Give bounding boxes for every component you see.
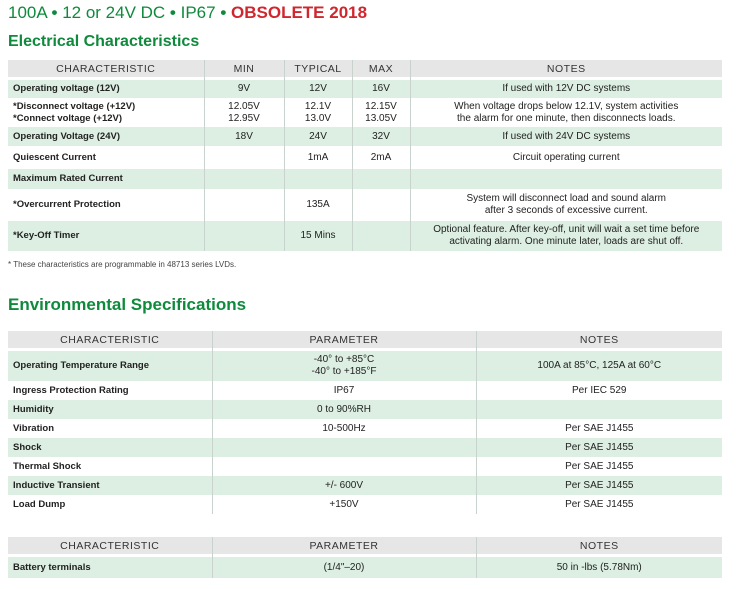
obsolete-status: OBSOLETE 2018 <box>231 3 368 22</box>
max-value: 16V <box>352 80 410 98</box>
notes-value: Per SAE J1455 <box>476 438 722 457</box>
notes-value <box>476 400 722 419</box>
notes-value <box>410 221 722 251</box>
row-label-line: *Connect voltage (+12V) <box>13 112 123 124</box>
notes-value: Per SAE J1455 <box>476 476 722 495</box>
parameter-value: (1/4"–20) <box>212 557 476 578</box>
notes-value: Per IEC 529 <box>476 381 722 400</box>
typical-value: 12V <box>284 80 352 98</box>
max-value: 32V <box>352 127 410 146</box>
column-header: MIN <box>204 60 284 77</box>
notes-value: If used with 24V DC systems <box>410 127 722 146</box>
table-header-row <box>8 60 722 77</box>
notes-line: activating alarm. One minute later, loads are shut off. <box>449 236 684 247</box>
typical-value <box>284 169 352 189</box>
column-header: MAX <box>352 60 410 77</box>
row-label: Shock <box>8 438 212 457</box>
table-row <box>8 189 722 221</box>
row-label: Ingress Protection Rating <box>8 381 212 400</box>
column-header: CHARACTERISTIC <box>8 331 212 348</box>
typical-value <box>284 98 352 127</box>
row-label: Quiescent Current <box>8 146 204 169</box>
notes-value: 100A at 85°C, 125A at 60°C <box>476 351 722 381</box>
row-label: Inductive Transient <box>8 476 212 495</box>
table-row <box>8 476 722 495</box>
row-label: Thermal Shock <box>8 457 212 476</box>
row-label: Vibration <box>8 419 212 438</box>
notes-value: Per SAE J1455 <box>476 457 722 476</box>
row-label: Operating Voltage (24V) <box>8 127 204 146</box>
max-value-line: 12.15V <box>365 100 397 112</box>
notes-value: Circuit operating current <box>410 146 722 169</box>
title-separator: • <box>169 3 176 22</box>
parameter-value: +150V <box>212 495 476 514</box>
battery-table <box>8 537 722 578</box>
title-current: 100A <box>8 3 47 22</box>
row-label: Maximum Rated Current <box>8 169 204 189</box>
column-header: NOTES <box>476 331 722 348</box>
table-row <box>8 221 722 251</box>
min-value <box>204 221 284 251</box>
footnote: * These characteristics are programmable in 48713 series LVDs. <box>8 260 237 269</box>
environmental-heading: Environmental Specifications <box>8 295 247 314</box>
notes-value: Per SAE J1455 <box>476 419 722 438</box>
title-separator: • <box>51 3 58 22</box>
table-row <box>8 80 722 98</box>
column-header: CHARACTERISTIC <box>8 60 204 77</box>
notes-value <box>410 169 722 189</box>
parameter-value <box>212 351 476 381</box>
column-header: PARAMETER <box>212 537 476 554</box>
table-row <box>8 438 722 457</box>
min-value: 18V <box>204 127 284 146</box>
typical-value: 1mA <box>284 146 352 169</box>
notes-line: System will disconnect load and sound alarm <box>466 193 667 204</box>
column-header: PARAMETER <box>212 331 476 348</box>
row-label: *Key-Off Timer <box>8 221 204 251</box>
notes-value: Per SAE J1455 <box>476 495 722 514</box>
row-label: Humidity <box>8 400 212 419</box>
table-row <box>8 146 722 169</box>
row-label: Battery terminals <box>8 557 212 578</box>
product-title <box>8 3 367 23</box>
parameter-value: 10-500Hz <box>212 419 476 438</box>
parameter-value: +/- 600V <box>212 476 476 495</box>
parameter-line: -40° to +85°C <box>313 354 375 365</box>
table-row <box>8 400 722 419</box>
parameter-value <box>212 457 476 476</box>
table-row <box>8 169 722 189</box>
min-value: 9V <box>204 80 284 98</box>
min-value-line: 12.95V <box>228 112 260 124</box>
max-value <box>352 98 410 127</box>
table-row <box>8 127 722 146</box>
notes-line: after 3 seconds of excessive current. <box>484 205 648 216</box>
notes-line: the alarm for one minute, then disconnects loads. <box>457 112 676 124</box>
parameter-line: -40° to +185°F <box>311 366 377 377</box>
row-label-line: *Disconnect voltage (+12V) <box>13 100 136 112</box>
electrical-table <box>8 60 722 251</box>
max-value <box>352 189 410 221</box>
max-value <box>352 221 410 251</box>
environmental-table <box>8 331 722 514</box>
title-voltage: 12 or 24V DC <box>62 3 166 22</box>
row-label: Operating Temperature Range <box>8 351 212 381</box>
typical-value: 24V <box>284 127 352 146</box>
parameter-value: IP67 <box>212 381 476 400</box>
notes-value: 50 in -lbs (5.78Nm) <box>476 557 722 578</box>
min-value <box>204 146 284 169</box>
table-row <box>8 557 722 578</box>
table-row <box>8 351 722 381</box>
max-value: 2mA <box>352 146 410 169</box>
column-header: NOTES <box>410 60 722 77</box>
typical-value-line: 13.0V <box>304 112 332 124</box>
column-header: NOTES <box>476 537 722 554</box>
table-header-row <box>8 331 722 348</box>
title-rating: IP67 <box>180 3 216 22</box>
column-header: CHARACTERISTIC <box>8 537 212 554</box>
min-value <box>204 98 284 127</box>
min-value-line: 12.05V <box>228 100 260 112</box>
typical-value-line: 12.1V <box>304 100 332 112</box>
notes-line: When voltage drops below 12.1V, system activities <box>454 100 679 112</box>
table-row <box>8 98 722 127</box>
notes-value: If used with 12V DC systems <box>410 80 722 98</box>
notes-line: Optional feature. After key-off, unit will wait a set time before <box>433 224 700 235</box>
table-row <box>8 419 722 438</box>
row-label: Load Dump <box>8 495 212 514</box>
min-value <box>204 169 284 189</box>
title-separator: • <box>220 3 227 22</box>
notes-value <box>410 189 722 221</box>
parameter-value <box>212 438 476 457</box>
min-value <box>204 189 284 221</box>
typical-value: 15 Mins <box>284 221 352 251</box>
max-value-line: 13.05V <box>365 112 397 124</box>
notes-value <box>410 98 722 127</box>
row-label: Operating voltage (12V) <box>8 80 204 98</box>
table-row <box>8 457 722 476</box>
max-value <box>352 169 410 189</box>
table-row <box>8 495 722 514</box>
parameter-value: 0 to 90%RH <box>212 400 476 419</box>
column-header: TYPICAL <box>284 60 352 77</box>
typical-value: 135A <box>284 189 352 221</box>
table-header-row <box>8 537 722 554</box>
table-row <box>8 381 722 400</box>
row-label <box>8 98 204 127</box>
row-label: *Overcurrent Protection <box>8 189 204 221</box>
electrical-heading: Electrical Characteristics <box>8 33 200 50</box>
